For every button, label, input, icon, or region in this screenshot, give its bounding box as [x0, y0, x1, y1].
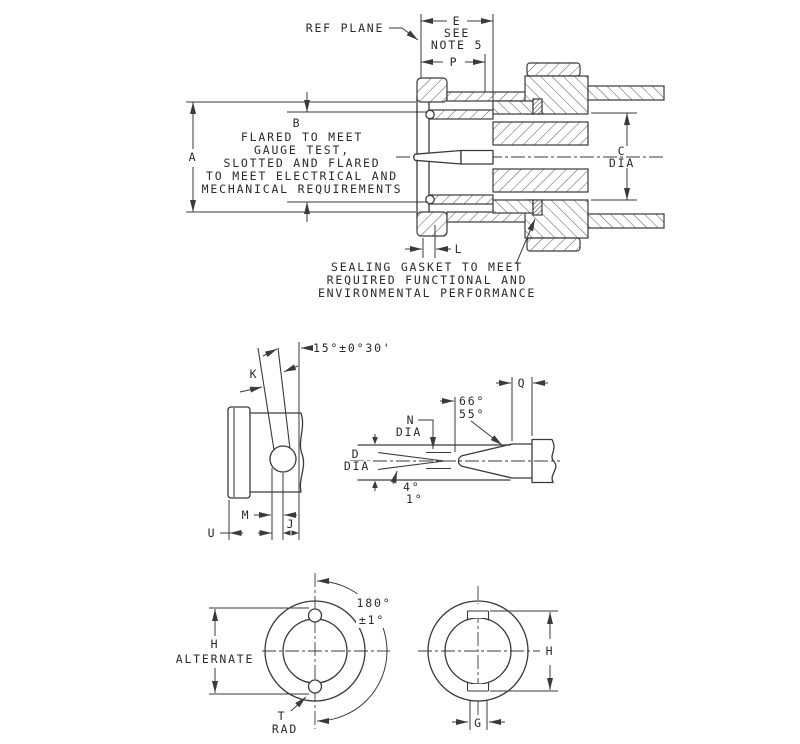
angle-66-label: 66°: [459, 394, 486, 408]
dim-a-label: A: [188, 150, 198, 164]
dim-d-dia-label: DIA: [343, 459, 371, 473]
dim-k-label: K: [249, 367, 259, 381]
flare-note-line-4: TO MEET ELECTRICAL AND: [206, 169, 398, 183]
angle-tol-label: ±1°: [358, 613, 386, 627]
angle-180-label: 180°: [356, 596, 392, 610]
key-bottom: [309, 680, 322, 693]
dim-h-alt-label: H: [210, 637, 220, 651]
angle-4-label: 4°: [403, 480, 421, 494]
gasket-note-line-1: SEALING GASKET TO MEET: [331, 260, 523, 274]
dim-j-label: J: [286, 517, 296, 531]
flare-note-line-3: SLOTTED AND FLARED: [223, 156, 381, 170]
gasket-note-line-2: REQUIRED FUNCTIONAL AND: [326, 273, 528, 287]
gasket-note-line-3: ENVIRONMENTAL PERFORMANCE: [317, 286, 537, 300]
ref-plane-label: REF PLANE: [305, 21, 385, 35]
alternate-label: ALTERNATE: [175, 652, 255, 666]
main-cross-section-view: [186, 14, 664, 300]
dim-t-label: T: [277, 709, 287, 723]
dim-c-dia-label: DIA: [608, 156, 636, 170]
sealing-gasket-bottom: [533, 200, 542, 215]
note-5-label: NOTE 5: [430, 38, 484, 52]
angle-1-label: 1°: [406, 492, 424, 506]
see-label: SEE: [443, 26, 471, 40]
dim-g-label: G: [474, 716, 483, 730]
dim-p-label: P: [449, 55, 459, 69]
contact-detail-view: [343, 376, 560, 506]
dim-m-label: M: [241, 508, 251, 522]
slot-detail-view: [208, 341, 392, 540]
alternate-face-view: [176, 573, 394, 736]
dim-c-label: C: [617, 144, 627, 158]
flare-note-line-1: FLARED TO MEET: [240, 130, 364, 144]
flare-note-line-5: MECHANICAL REQUIREMENTS: [201, 182, 403, 196]
dim-b-label: B: [292, 116, 302, 130]
key-top: [309, 609, 322, 622]
rad-label: RAD: [271, 722, 299, 736]
dim-u-label: U: [207, 526, 217, 540]
dim-e-label: E: [452, 14, 462, 28]
dim-q-label: Q: [517, 376, 527, 390]
angle-55-label: 55°: [459, 407, 486, 421]
dim-h-label: H: [545, 644, 555, 658]
flange-outline: [228, 407, 250, 498]
flare-note-line-2: GAUGE TEST,: [254, 143, 350, 157]
sealing-gasket-top: [533, 99, 542, 114]
dim-n-dia-label: DIA: [395, 425, 423, 439]
dim-n-label: N: [406, 413, 416, 427]
face-view: [418, 586, 558, 730]
dim-d-label: D: [351, 447, 361, 461]
slot-angle-label: 15°±0°30': [313, 341, 392, 355]
dim-l-label: L: [454, 242, 464, 256]
slot-end-radius: [270, 446, 296, 472]
